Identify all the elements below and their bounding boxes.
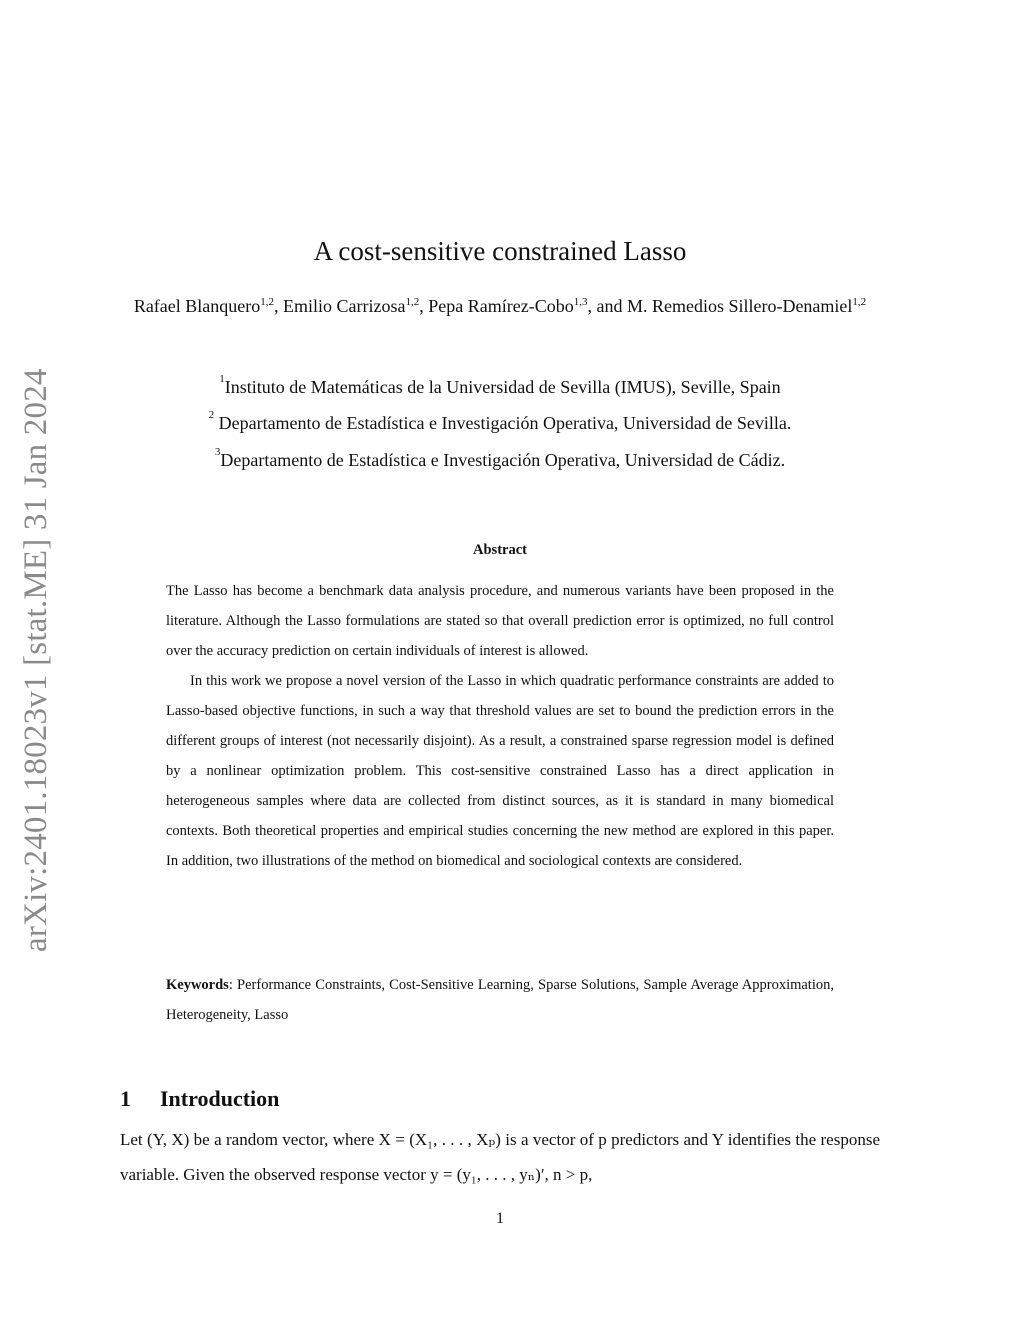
affiliation-marker: 2 [208, 409, 215, 421]
author-name: Emilio Carrizosa [283, 296, 406, 316]
author-affiliation-marker: 1,2 [852, 296, 867, 308]
author-name: Rafael Blanquero [133, 296, 261, 316]
author-separator: , [419, 296, 429, 316]
section-number: 1 [120, 1086, 131, 1112]
affiliation-2 [0, 409, 1000, 434]
author-affiliation-marker: 1,3 [573, 296, 588, 308]
affiliation-marker: 1 [219, 373, 225, 385]
author-affiliation-marker: 1,2 [405, 296, 420, 308]
affiliation-3 [0, 446, 1000, 471]
keywords-list: : Performance Constraints, Cost-Sensitive Learning, Sparse Solutions, Sample Average Approximation, Heterogeneity, Lasso [166, 977, 834, 1023]
keywords-label: Keywords [166, 977, 229, 993]
paper-title: A cost-sensitive constrained Lasso [313, 236, 687, 267]
abstract-paragraph: In this work we propose a novel version of the Lasso in which quadratic performance constraints are added to Lasso-based objective functions, in such a way that threshold values are set to bound the prediction errors in the different groups of interest (not necessarily disjoint). As a result, a constrained sparse regression model is defined by a nonlinear optimization problem. This cost-sensitive constrained Lasso has a direct application in heterogeneous samples where data are collected from distinct sources, as it is standard in many biomedical contexts. Both theoretical properties and empirical studies concerning the new method are explored in this paper. In addition, two illustrations of the method on biomedical and sociological contexts are considered. [166, 673, 834, 869]
keywords [166, 970, 834, 1030]
affiliation-1 [0, 373, 1000, 398]
abstract-body [166, 576, 834, 876]
section-title: Introduction [160, 1086, 280, 1112]
author-name: M. Remedios Sillero-Denamiel [626, 296, 853, 316]
section-heading-introduction [120, 1086, 279, 1112]
arxiv-identifier-stamp: arXiv:2401.18023v1 [stat.ME] 31 Jan 2024 [18, 368, 54, 952]
author-separator: , [274, 296, 284, 316]
affiliation-text: Departamento de Estadística e Investigación Operativa, Universidad de Sevilla. [214, 413, 792, 433]
introduction-body [120, 1122, 880, 1192]
author-separator: , and [587, 296, 627, 316]
affiliation-text: Departamento de Estadística e Investigación Operativa, Universidad de Cádiz. [220, 450, 786, 470]
abstract-heading: Abstract [473, 542, 527, 558]
author-name: Pepa Ramírez-Cobo [428, 296, 574, 316]
affiliation-text: Instituto de Matemáticas de la Universidad de Sevilla (IMUS), Seville, Spain [224, 377, 781, 397]
affiliation-marker: 3 [214, 446, 221, 458]
body-paragraph: Let (Y, X) be a random vector, where X = (X₁, . . . , Xₚ) is a vector of p predictors and Y identifies the response variable. Given the observed response vector y = (y₁, . . . , yₙ)′, n > p, [120, 1130, 880, 1184]
abstract-paragraph: The Lasso has become a benchmark data analysis procedure, and numerous variants have been proposed in the literature. Although the Lasso formulations are stated so that overall prediction error is optimized, no full control over the accuracy prediction on certain individuals of interest is allowed. [166, 583, 834, 659]
author-list [130, 288, 870, 324]
author-affiliation-marker: 1,2 [260, 296, 275, 308]
page-number: 1 [496, 1210, 504, 1227]
